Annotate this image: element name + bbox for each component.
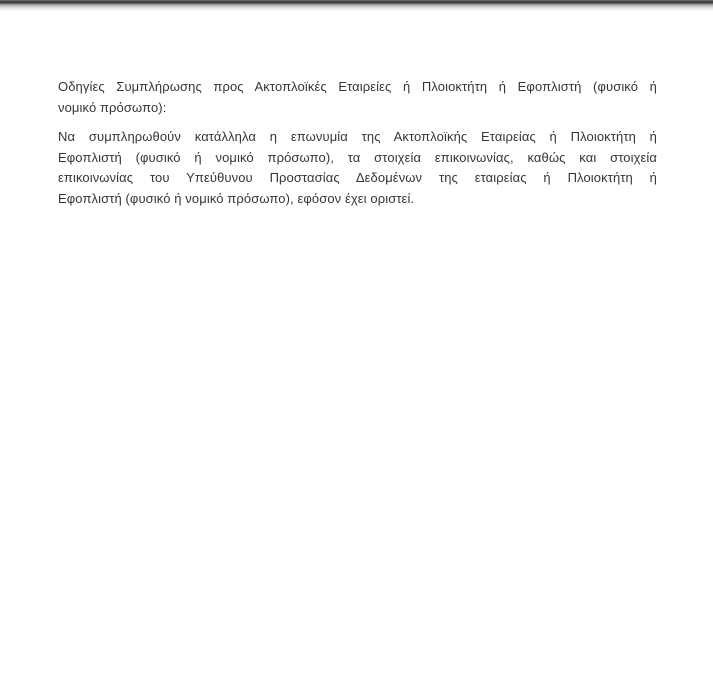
- text-line: επικοινωνίας του Υπεύθυνου Προστασίας Δεδομένων της εταιρείας ή Πλοιοκτήτη ή: [58, 170, 657, 185]
- text-line: Εφοπλιστή (φυσικό ή νομικό πρόσωπο), εφόσον έχει οριστεί.: [58, 190, 415, 206]
- instructions-body-paragraph: [58, 127, 657, 209]
- text-line: Εφοπλιστή (φυσικό ή νομικό πρόσωπο), τα στοιχεία επικοινωνίας, καθώς και στοιχεία: [58, 149, 657, 165]
- text-line: νομικό πρόσωπο):: [58, 99, 167, 115]
- instructions-heading-paragraph: [58, 77, 657, 118]
- page-top-shadow: [0, 0, 713, 13]
- text-line: Να συμπληρωθούν κατάλληλα η επωνυμία της Ακτοπλοϊκής Εταιρείας ή Πλοιοκτήτη ή: [58, 129, 657, 144]
- document-text-block: [58, 77, 657, 209]
- text-line: Οδηγίες Συμπλήρωσης προς Ακτοπλοϊκές Εταιρείες ή Πλοιοκτήτη ή Εφοπλιστή (φυσικό ή: [58, 79, 657, 94]
